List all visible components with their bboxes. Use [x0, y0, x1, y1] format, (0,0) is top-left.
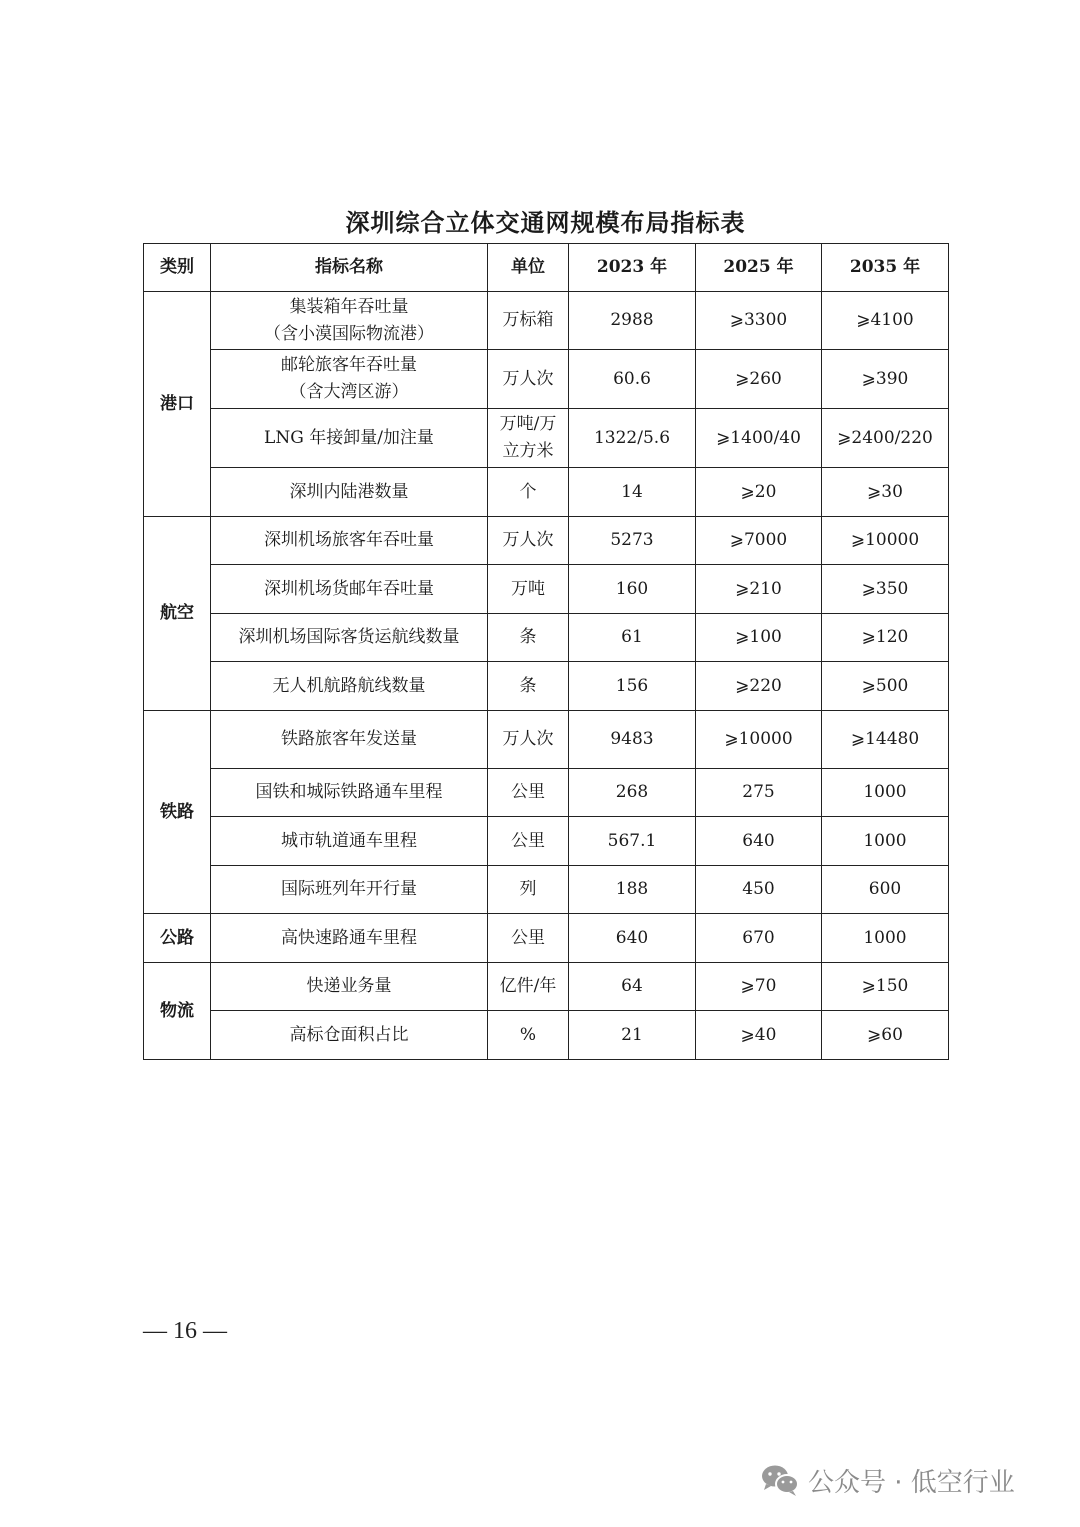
header-2025: 2025 年	[696, 244, 822, 292]
indicator-name: 深圳机场货邮年吞吐量	[211, 565, 488, 614]
value-2023: 1322/5.6	[569, 409, 696, 468]
value-2023: 567.1	[569, 817, 696, 866]
value-2023: 5273	[569, 517, 696, 565]
value-2035: ⩾2400/220	[822, 409, 949, 468]
value-2023: 160	[569, 565, 696, 614]
unit-cell: 公里	[488, 914, 569, 963]
value-2025: ⩾10000	[696, 711, 822, 769]
page-number: — 16 —	[143, 1318, 227, 1344]
value-2025: 450	[696, 866, 822, 914]
value-2023: 64	[569, 963, 696, 1011]
value-2025: ⩾100	[696, 614, 822, 662]
unit-cell: 个	[488, 468, 569, 517]
indicator-name: LNG 年接卸量/加注量	[211, 409, 488, 468]
table-row	[144, 350, 949, 409]
indicator-name: 深圳内陆港数量	[211, 468, 488, 517]
value-2035: ⩾10000	[822, 517, 949, 565]
value-2035: ⩾4100	[822, 292, 949, 350]
unit-cell: 亿件/年	[488, 963, 569, 1011]
value-2035: 1000	[822, 769, 949, 817]
value-2025: ⩾220	[696, 662, 822, 711]
table-row	[144, 409, 949, 468]
table-row	[144, 1011, 949, 1060]
table-row	[144, 914, 949, 963]
unit-cell: 万人次	[488, 517, 569, 565]
value-2025: ⩾1400/40	[696, 409, 822, 468]
value-2035: ⩾350	[822, 565, 949, 614]
unit-cell: 公里	[488, 769, 569, 817]
value-2023: 60.6	[569, 350, 696, 409]
value-2023: 156	[569, 662, 696, 711]
header-2035: 2035 年	[822, 244, 949, 292]
unit-cell: 公里	[488, 817, 569, 866]
indicator-name: 高标仓面积占比	[211, 1011, 488, 1060]
indicator-table	[143, 243, 949, 1060]
indicator-name: 深圳机场旅客年吞吐量	[211, 517, 488, 565]
unit-cell: 万人次	[488, 711, 569, 769]
table-row	[144, 817, 949, 866]
value-2025: 275	[696, 769, 822, 817]
table-row	[144, 468, 949, 517]
header-2023: 2023 年	[569, 244, 696, 292]
value-2035: ⩾30	[822, 468, 949, 517]
value-2025: ⩾40	[696, 1011, 822, 1060]
unit-cell: 万吨	[488, 565, 569, 614]
watermark-text: 公众号 · 低空行业	[808, 1467, 1015, 1498]
value-2035: 600	[822, 866, 949, 914]
value-2025: 640	[696, 817, 822, 866]
value-2025: 670	[696, 914, 822, 963]
table-row	[144, 711, 949, 769]
header-category: 类别	[144, 244, 211, 292]
value-2035: 1000	[822, 914, 949, 963]
indicator-name: 集装箱年吞吐量 （含小漠国际物流港）	[211, 292, 488, 350]
value-2035: ⩾500	[822, 662, 949, 711]
value-2035: 1000	[822, 817, 949, 866]
value-2023: 61	[569, 614, 696, 662]
category-cell: 铁路	[144, 711, 211, 914]
value-2035: ⩾390	[822, 350, 949, 409]
table-row	[144, 565, 949, 614]
wechat-icon	[760, 1463, 800, 1497]
indicator-name: 快递业务量	[211, 963, 488, 1011]
category-cell: 物流	[144, 963, 211, 1060]
value-2023: 640	[569, 914, 696, 963]
table-row	[144, 517, 949, 565]
table-title: 深圳综合立体交通网规模布局指标表	[345, 209, 746, 237]
value-2035: ⩾120	[822, 614, 949, 662]
header-indicator-name: 指标名称	[211, 244, 488, 292]
table-row	[144, 614, 949, 662]
table-row	[144, 662, 949, 711]
value-2023: 2988	[569, 292, 696, 350]
value-2023: 188	[569, 866, 696, 914]
category-cell: 公路	[144, 914, 211, 963]
indicator-name: 深圳机场国际客货运航线数量	[211, 614, 488, 662]
value-2025: ⩾20	[696, 468, 822, 517]
table-row	[144, 866, 949, 914]
unit-cell: %	[488, 1011, 569, 1060]
value-2025: ⩾260	[696, 350, 822, 409]
indicator-name: 铁路旅客年发送量	[211, 711, 488, 769]
header-unit: 单位	[488, 244, 569, 292]
value-2023: 9483	[569, 711, 696, 769]
value-2035: ⩾150	[822, 963, 949, 1011]
indicator-name: 城市轨道通车里程	[211, 817, 488, 866]
value-2025: ⩾3300	[696, 292, 822, 350]
unit-cell: 条	[488, 662, 569, 711]
category-cell: 航空	[144, 517, 211, 711]
value-2025: ⩾210	[696, 565, 822, 614]
watermark	[760, 1460, 1015, 1500]
value-2025: ⩾70	[696, 963, 822, 1011]
value-2025: ⩾7000	[696, 517, 822, 565]
unit-cell: 万人次	[488, 350, 569, 409]
indicator-name: 邮轮旅客年吞吐量 （含大湾区游）	[211, 350, 488, 409]
table-row	[144, 292, 949, 350]
indicator-name: 国际班列年开行量	[211, 866, 488, 914]
indicator-name: 无人机航路航线数量	[211, 662, 488, 711]
unit-cell: 列	[488, 866, 569, 914]
table-row	[144, 963, 949, 1011]
value-2023: 21	[569, 1011, 696, 1060]
indicator-name: 高快速路通车里程	[211, 914, 488, 963]
table-row	[144, 769, 949, 817]
unit-cell: 万吨/万 立方米	[488, 409, 569, 468]
category-cell: 港口	[144, 292, 211, 517]
unit-cell: 万标箱	[488, 292, 569, 350]
value-2023: 14	[569, 468, 696, 517]
value-2023: 268	[569, 769, 696, 817]
indicator-name: 国铁和城际铁路通车里程	[211, 769, 488, 817]
value-2035: ⩾60	[822, 1011, 949, 1060]
table-header-row	[144, 244, 949, 292]
unit-cell: 条	[488, 614, 569, 662]
value-2035: ⩾14480	[822, 711, 949, 769]
